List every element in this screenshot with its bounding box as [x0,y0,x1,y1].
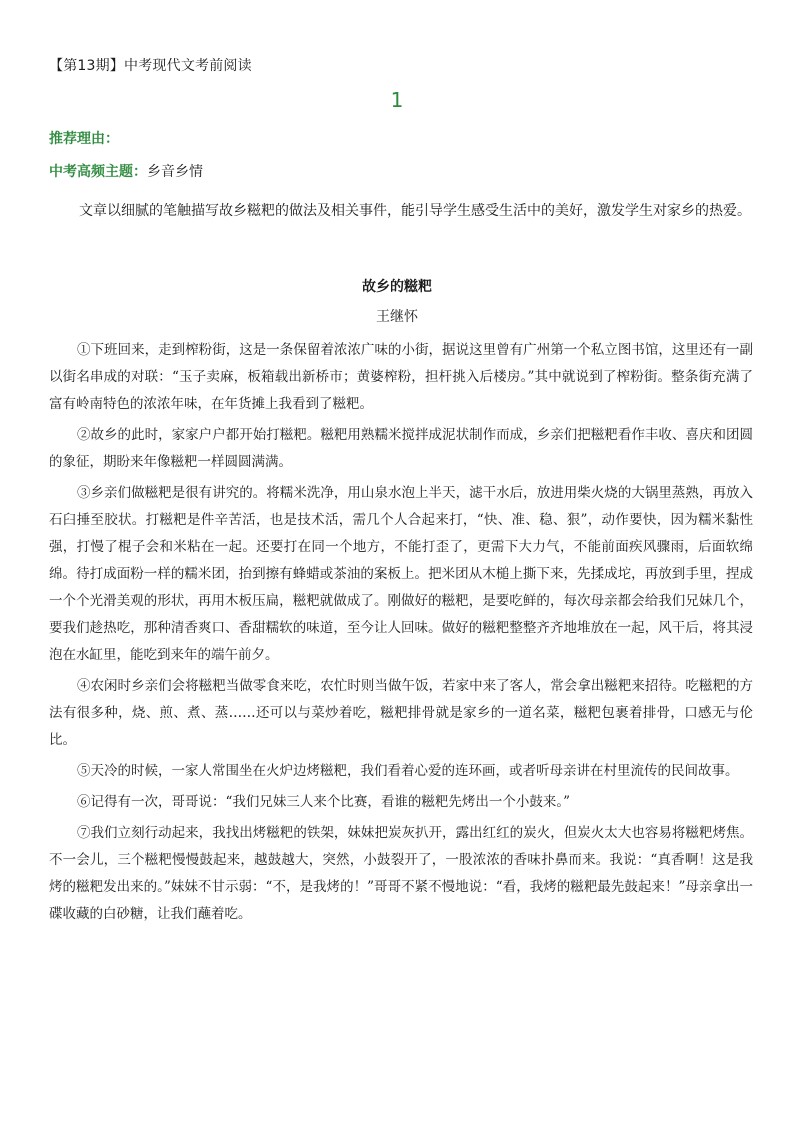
paragraph-3: ③乡亲们做糍粑是很有讲究的。将糯米洗净，用山泉水泡上半天，滤干水后，放进用柴火烧的大锅里蒸熟，再放入石臼捶至胶状。打糍粑是件辛苦活，也是技术活，需几个人合起来打，“快、准、稳、狠”，动作要快，因为糯米黏性强，打慢了棍子会和米粘在一起。还要打在同一个地方，不能打歪了，更需下大力气，不能前面疾风骤雨，后面软绵绵。待打成面粉一样的糯米团，抬到擦有蜂蜡或茶油的案板上。把米团从木槌上撕下来，先揉成坨，再放到手里，捏成一个个光滑美观的形状，再用木板压扁，糍粑就做成了。刚做好的糍粑，是要吃鲜的，每次母亲都会给我们兄妹几个，要我们趁热吃，那种清香爽口、香甜糯软的味道，至今让人回味。做好的糍粑整整齐齐地堆放在一起，风干后，将其浸泡在水缸里，能吃到来年的端午前夕。 [49,485,753,663]
paragraph-7: ⑦我们立刻行动起来，我找出烤糍粑的铁架，妹妹把炭灰扒开，露出红红的炭火，但炭火太大也容易将糍粑烤焦。不一会儿，三个糍粑慢慢鼓起来，越鼓越大，突然，小鼓裂开了，一股浓浓的香味扑鼻而来。我说：“真香啊！这是我烤的糍粑发出来的。”妹妹不甘示弱：“不，是我烤的！”哥哥不紧不慢地说：“看，我烤的糍粑最先鼓起来！”母亲拿出一碟收藏的白砂糖，让我们蘸着吃。 [49,825,753,922]
theme-value: 乡音乡情 [147,164,203,180]
recommend-reason-label: 推荐理由： [49,131,119,147]
article-title: 故乡的糍粑 [362,279,432,295]
issue-title: 【第13期】中考现代文考前阅读 [49,58,252,74]
theme-line [49,161,203,181]
paragraph-1: ①下班回来，走到榨粉街，这是一条保留着浓浓广味的小街，据说这里曾有广州第一个私立图书馆，这里还有一副以街名串成的对联：“玉子卖麻，板箱载出新桥市；黄婆榨粉，担杆挑入后楼房。”其中就说到了榨粉街。整条街充满了富有岭南特色的浓浓年味，在年货摊上我看到了糍粑。 [49,342,753,412]
page-number: 1 [390,88,404,112]
article-author: 王继怀 [376,309,418,325]
paragraph-4: ④农闲时乡亲们会将糍粑当做零食来吃，农忙时则当做午饭，若家中来了客人，常会拿出糍粑来招待。吃糍粑的方法有很多种，烧、煎、煮、蒸……还可以与菜炒着吃，糍粑排骨就是家乡的一道名菜，糍粑包裹着排骨，口感无与伦比。 [49,678,753,748]
paragraph-2: ②故乡的此时，家家户户都开始打糍粑。糍粑用熟糯米搅拌成泥状制作而成，乡亲们把糍粑看作丰收、喜庆和团圆的象征，期盼来年像糍粑一样圆圆满满。 [49,427,753,470]
paragraph-5: ⑤天冷的时候，一家人常围坐在火炉边烤糍粑，我们看着心爱的连环画，或者听母亲讲在村里流传的民间故事。 [77,763,739,779]
theme-label: 中考高频主题： [49,164,147,180]
paragraph-6: ⑥记得有一次，哥哥说：“我们兄妹三人来个比赛，看谁的糍粑先烤出一个小鼓来。” [77,794,571,810]
article-body [49,337,753,932]
intro-paragraph: 文章以细腻的笔触描写故乡糍粑的做法及相关事件，能引导学生感受生活中的美好，激发学生对家乡的热爱。 [79,203,751,219]
